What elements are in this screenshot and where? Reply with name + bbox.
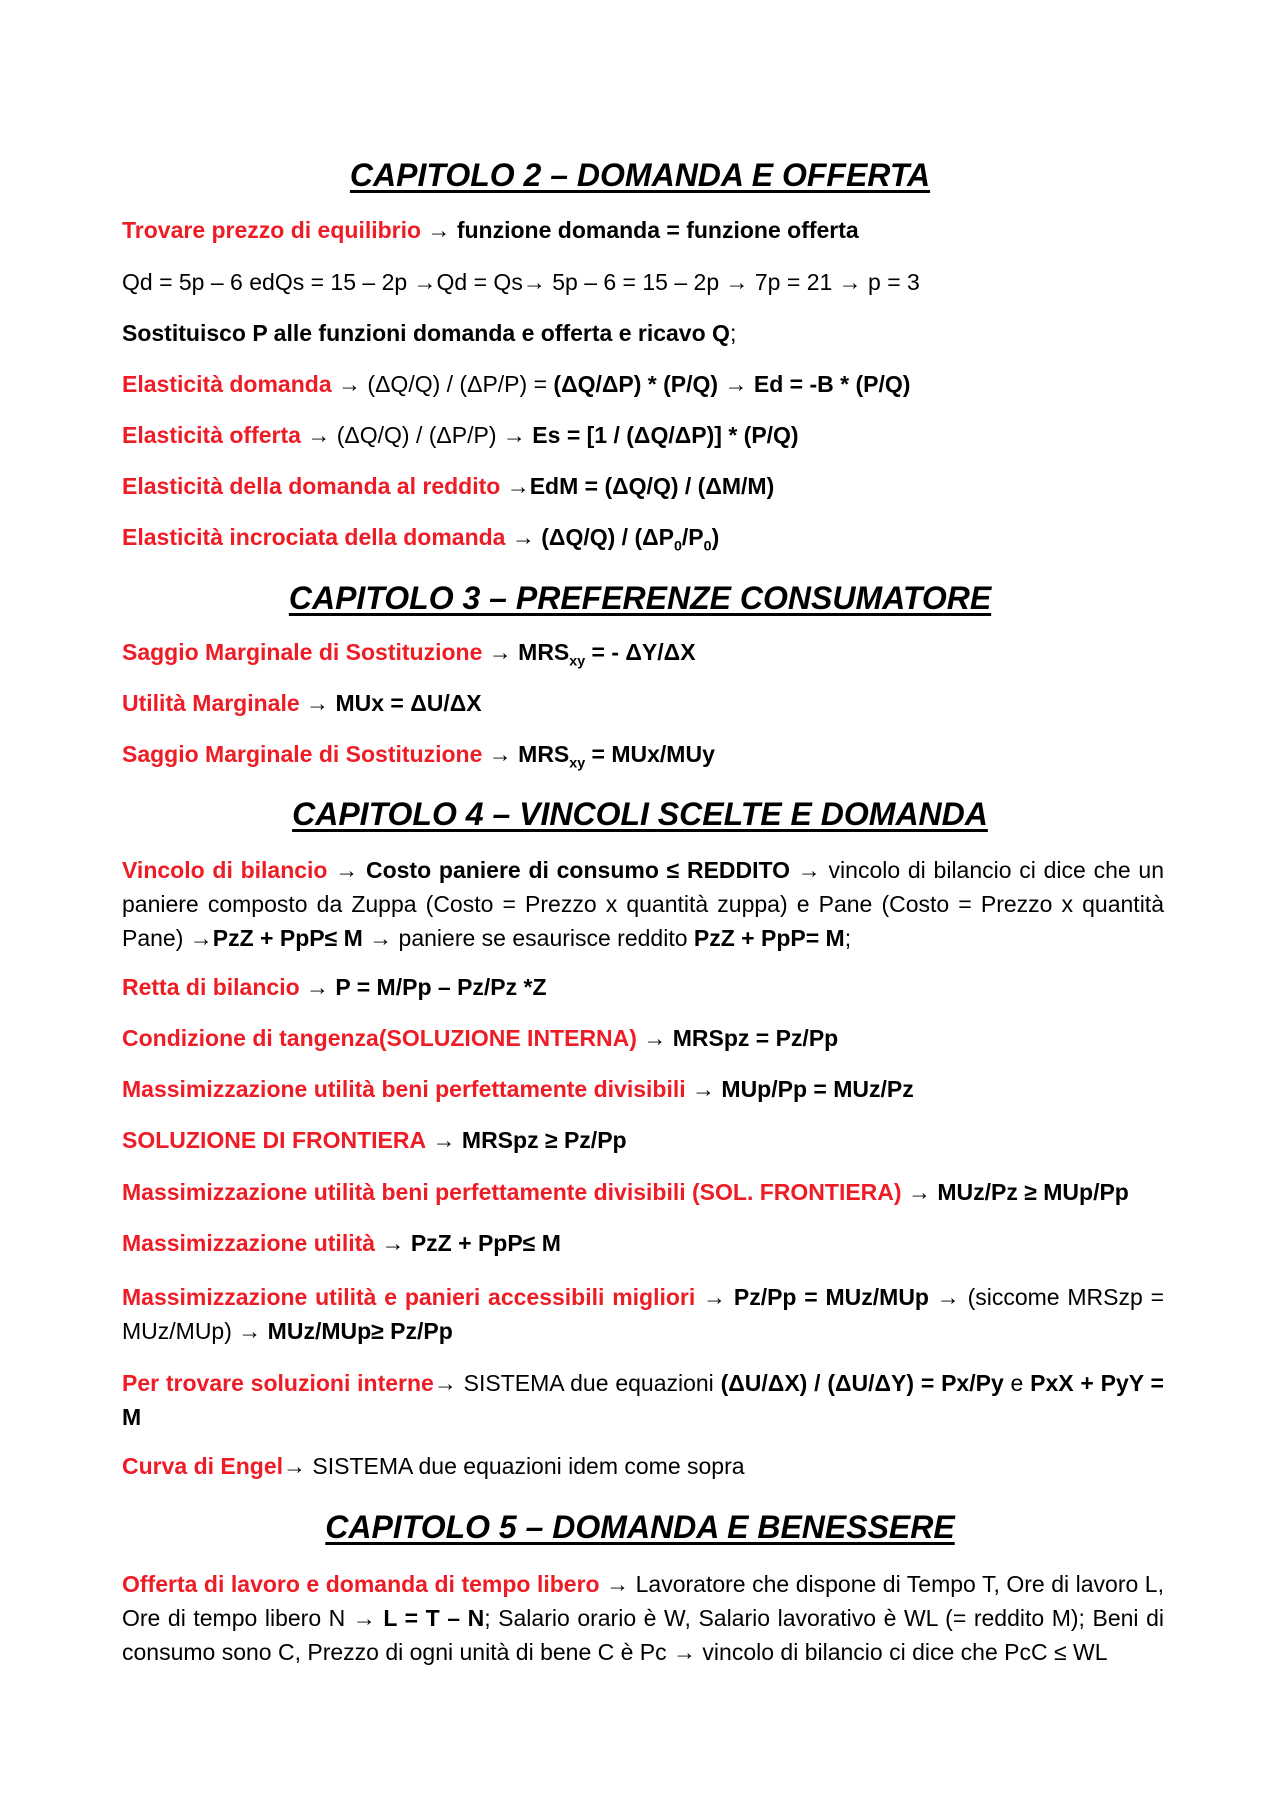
formula-bold: (ΔQ/ΔP) * (P/Q) xyxy=(553,371,719,397)
formula-bold: PzZ + PpP= M xyxy=(693,925,845,951)
body-text: → vincolo di bilancio ci dice che un paniere composto da Zuppa (Costo = Prezzo x quantità zuppa) e Pane (Costo = Prezzo x quantità Pane) → xyxy=(122,857,1164,951)
formula-bold: Ed = -B * (P/Q) xyxy=(753,371,911,397)
term-label: Massimizzazione utilità xyxy=(122,1230,376,1256)
mrs-mu-line xyxy=(122,740,1164,770)
term-label: Trovare prezzo di equilibrio xyxy=(122,217,422,243)
arrow-text: → xyxy=(327,857,366,883)
utility-max-line xyxy=(122,1229,1164,1259)
formula-bold: MUz/MUp≥ Pz/Pp xyxy=(267,1318,453,1344)
line-end: ; xyxy=(844,925,852,951)
arrow-text: → xyxy=(299,974,336,1000)
equilibrium-price-line xyxy=(122,216,1164,246)
term-label: Elasticità domanda xyxy=(122,371,332,397)
formula-text: → (ΔQ/Q) / (ΔP/P) = xyxy=(331,371,554,397)
term-label: Curva di Engel xyxy=(122,1453,284,1479)
body-text: → SISTEMA due equazioni xyxy=(433,1370,721,1396)
formula-part: /P xyxy=(681,524,704,550)
formula-bold xyxy=(518,639,696,670)
arrow-text: → xyxy=(482,741,519,767)
chapter-3-heading: CAPITOLO 3 – PREFERENZE CONSUMATORE xyxy=(288,580,992,616)
chapter-5-heading: CAPITOLO 5 – DOMANDA E BENESSERE xyxy=(325,1509,955,1545)
subscript: 0 xyxy=(703,538,712,555)
formula-bold: PzZ + PpP≤ M xyxy=(410,1230,561,1256)
formula-bold: MUz/Pz ≥ MUp/Pp xyxy=(937,1179,1129,1205)
formula-part: = MUx/MUy xyxy=(585,741,715,767)
subscript: xy xyxy=(569,755,586,772)
arrow-text: → xyxy=(901,1179,938,1205)
formula-bold xyxy=(541,524,720,555)
instruction-bold: Sostituisco P alle funzioni domanda e offerta e ricavo Q xyxy=(122,320,730,346)
term-label: Massimizzazione utilità beni perfettamente divisibili (SOL. FRONTIERA) xyxy=(122,1179,902,1205)
formula-bold: Costo paniere di consumo ≤ REDDITO xyxy=(365,857,791,883)
substitution-line xyxy=(122,319,1164,349)
term-label: Massimizzazione utilità beni perfettamente divisibili xyxy=(122,1076,686,1102)
term-label: SOLUZIONE DI FRONTIERA xyxy=(122,1127,427,1153)
body-text: → Lavoratore che dispone di Tempo T, Ore di lavoro L, Ore di tempo libero N → xyxy=(122,1571,1164,1631)
labor-supply-paragraph xyxy=(122,1567,1164,1669)
cross-elasticity-line xyxy=(122,523,1164,553)
term-label: Offerta di lavoro e domanda di tempo libero xyxy=(122,1571,600,1597)
formula-bold xyxy=(518,741,715,772)
example-text: Qd = 5p – 6 edQs = 15 – 2p →Qd = Qs→ 5p – 6 = 15 – 2p → 7p = 21 → p = 3 xyxy=(122,269,920,295)
subscript: 0 xyxy=(673,538,682,555)
supply-elasticity-line xyxy=(122,421,1164,451)
arrow-text: → xyxy=(299,690,336,716)
body-text: → SISTEMA due equazioni idem come sopra xyxy=(283,1453,745,1479)
arrow-text: → xyxy=(636,1025,673,1051)
formula-bold: MUp/Pp = MUz/Pz xyxy=(721,1076,914,1102)
arrow-text: → xyxy=(426,1127,462,1153)
chapter-4-heading: CAPITOLO 4 – VINCOLI SCELTE E DOMANDA xyxy=(292,796,988,832)
utility-max-frontier-line xyxy=(122,1178,1164,1208)
formula-part: MRS xyxy=(518,741,570,767)
formula-bold: MRSpz = Pz/Pp xyxy=(672,1025,839,1051)
term-label: Condizione di tangenza(SOLUZIONE INTERNA) xyxy=(122,1025,637,1051)
line-end: ; xyxy=(729,320,737,346)
internal-solutions-paragraph xyxy=(122,1366,1164,1434)
arrow-text: → xyxy=(695,1284,734,1310)
chapter-2-heading: CAPITOLO 2 – DOMANDA E OFFERTA xyxy=(349,157,931,193)
tangency-condition-line xyxy=(122,1024,1164,1054)
term-label: Elasticità offerta xyxy=(122,422,301,448)
income-elasticity-line xyxy=(122,472,1164,502)
term-label: Vincolo di bilancio xyxy=(122,857,328,883)
formula-text: → (ΔQ/Q) / (ΔP/P) → xyxy=(300,422,533,448)
equilibrium-example-line xyxy=(122,268,1164,298)
arrow-text: → xyxy=(685,1076,722,1102)
term-label: Saggio Marginale di Sostituzione xyxy=(122,639,483,665)
demand-elasticity-line xyxy=(122,370,1164,400)
formula-bold: Es = [1 / (ΔQ/ΔP)] * (P/Q) xyxy=(532,422,799,448)
term-label: Utilità Marginale xyxy=(122,690,300,716)
arrow-text: → xyxy=(421,217,457,243)
formula-bold: (ΔU/ΔX) / (ΔU/ΔY) = Px/Py xyxy=(720,1370,1004,1396)
formula-bold: EdM = (ΔQ/Q) / (ΔM/M) xyxy=(529,473,775,499)
term-label: Saggio Marginale di Sostituzione xyxy=(122,741,483,767)
body-text: → paniere se esaurisce reddito xyxy=(362,925,694,951)
body-text: e xyxy=(1003,1370,1031,1396)
marginal-utility-line xyxy=(122,689,1164,719)
formula-bold: MUx = ΔU/ΔX xyxy=(335,690,482,716)
formula-part: (ΔQ/Q) / (ΔP xyxy=(541,524,674,550)
formula-bold: MRSpz ≥ Pz/Pp xyxy=(461,1127,627,1153)
term-label: Retta di bilancio xyxy=(122,974,300,1000)
formula-bold: funzione domanda = funzione offerta xyxy=(456,217,859,243)
term-label: Elasticità incrociata della domanda xyxy=(122,524,506,550)
arrow-text: → xyxy=(482,639,519,665)
body-text: → (siccome MRSzp = MUz/MUp) → xyxy=(122,1284,1165,1344)
body-text: ; Salario orario è W, Salario lavorativo è WL (= reddito M); Beni di consumo sono C, Prezzo di ogni unità di bene C è Pc → vincolo di bilancio ci dice che PcC ≤ WL xyxy=(122,1605,1164,1665)
arrow-text: → xyxy=(718,371,754,397)
mrs-line xyxy=(122,638,1164,668)
term-label: Elasticità della domanda al reddito xyxy=(122,473,501,499)
formula-bold: P = M/Pp – Pz/Pz *Z xyxy=(335,974,547,1000)
term-label: Per trovare soluzioni interne xyxy=(122,1370,434,1396)
utility-max-divisible-line xyxy=(122,1075,1164,1105)
frontier-solution-line xyxy=(122,1126,1164,1156)
formula-part: MRS xyxy=(518,639,570,665)
arrow-text: → xyxy=(500,473,530,499)
formula-part: ) xyxy=(711,524,720,550)
formula-bold: L = T – N xyxy=(383,1605,485,1631)
subscript: xy xyxy=(569,653,586,670)
formula-bold: PzZ + PpP≤ M xyxy=(212,925,363,951)
budget-line-line xyxy=(122,973,1164,1003)
budget-constraint-paragraph xyxy=(122,853,1164,955)
formula-bold: PxX + PyY = M xyxy=(122,1370,1164,1430)
term-label: Massimizzazione utilità e panieri accessibili migliori xyxy=(122,1284,696,1310)
best-baskets-paragraph xyxy=(122,1280,1164,1348)
engel-curve-line xyxy=(122,1452,1164,1482)
formula-part: = - ΔY/ΔX xyxy=(585,639,696,665)
arrow-text: → xyxy=(505,524,542,550)
formula-bold: Pz/Pp = MUz/MUp xyxy=(733,1284,929,1310)
arrow-text: → xyxy=(375,1230,411,1256)
